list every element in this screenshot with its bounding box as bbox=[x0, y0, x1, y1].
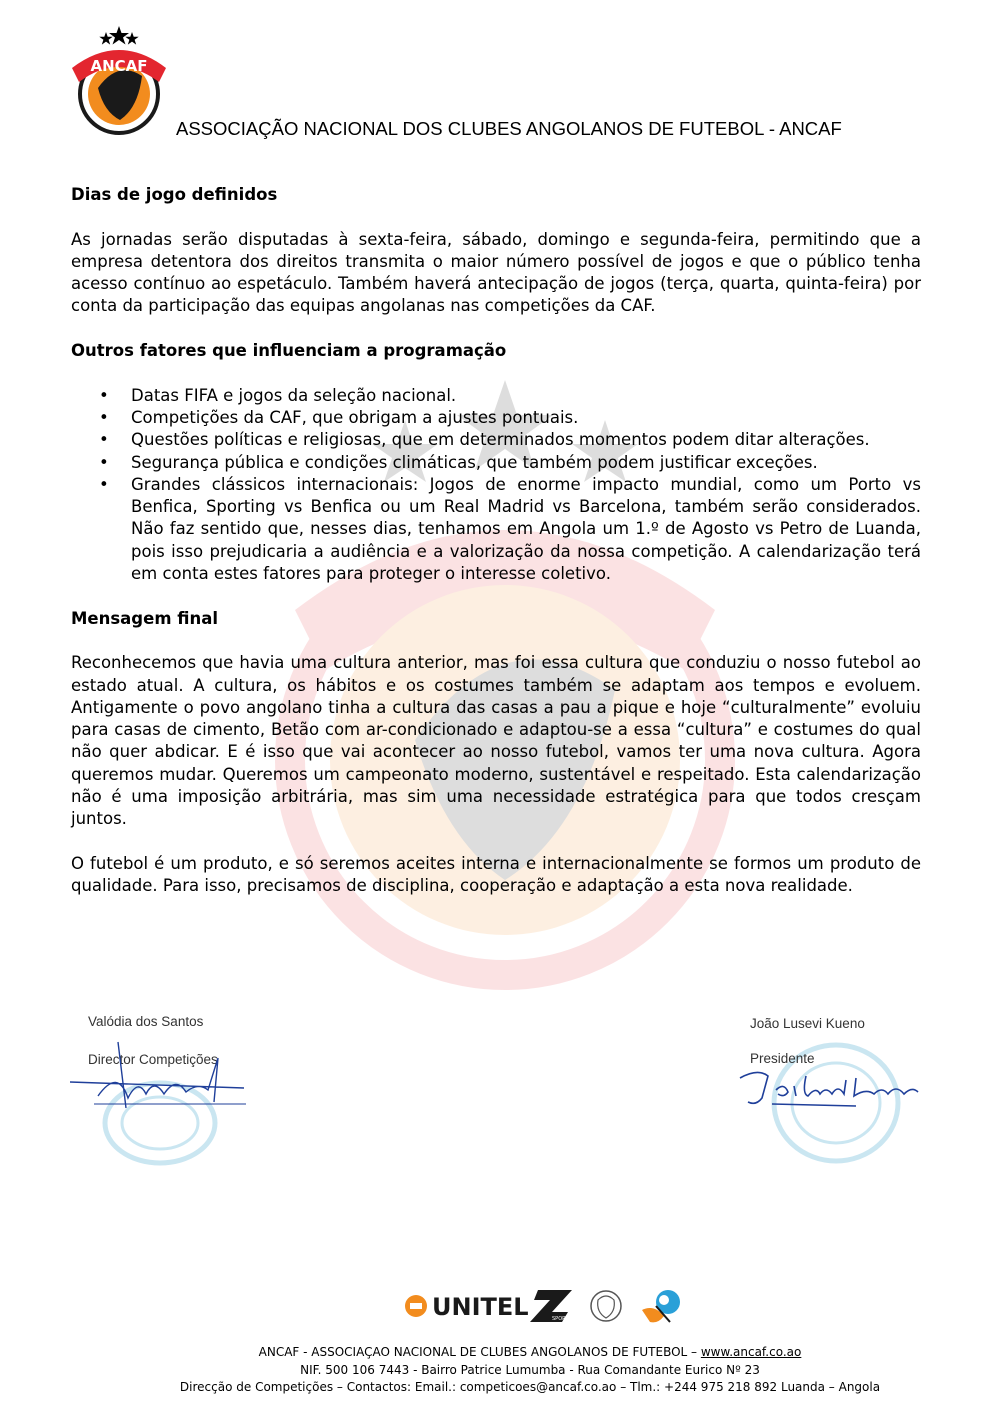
page-footer bbox=[100, 1344, 960, 1397]
handwritten-signature-left bbox=[68, 1038, 248, 1118]
bullet-icon: • bbox=[99, 407, 109, 427]
unitel-logo-text: UNITEL bbox=[432, 1293, 529, 1321]
footer-line-1 bbox=[100, 1344, 960, 1362]
list-item bbox=[99, 385, 921, 407]
footer-org-name: ANCAF - ASSOCIAÇAO NACIONAL DE CLUBES ANGOLANOS DE FUTEBOL – bbox=[258, 1345, 701, 1359]
list-item bbox=[99, 452, 921, 474]
list-item-text: Grandes clássicos internacionais: Jogos de enorme impacto mundial, como um Porto vs Benfica, Sporting vs Benfica ou um Real Madrid vs Barcelona, também serão considerados. Não faz sentido que, nesses dias, tenhamos em Angola um 1.º de Agosto vs Petro de Luanda, pois isso prejudicaria a audiência e a valorização da nossa competição. A calendarização terá em conta estes fatores para proteger o interesse coletivo. bbox=[131, 474, 921, 584]
footer-contacts: Direcção de Competições – Contactos: Email.: competicoes@ancaf.co.ao – Tlm.: +244 975 218 892 Luanda – Angola bbox=[179, 1380, 881, 1394]
list-item bbox=[99, 407, 921, 429]
right-signatory-role: Presidente bbox=[750, 1051, 815, 1066]
left-signatory-name: Valódia dos Santos bbox=[88, 1014, 204, 1029]
factors-list bbox=[71, 385, 921, 586]
list-item-text: Competições da CAF, que obrigam a ajustes pontuais. bbox=[131, 407, 579, 427]
document-body bbox=[71, 184, 921, 898]
logo-text: ANCAF bbox=[90, 57, 148, 75]
zap-sports-label: SPORTS bbox=[552, 1316, 572, 1322]
bullet-icon: • bbox=[99, 430, 109, 450]
bullet-icon: • bbox=[99, 474, 109, 494]
section-heading-other-factors: Outros fatores que influenciam a programação bbox=[71, 341, 507, 361]
paragraph-final-message-2: O futebol é um produto, e só seremos aceites interna e internacionalmente se formos um produto de qualidade. Para isso, precisamos de disciplina, cooperação e adaptação a esta nova realidade. bbox=[71, 853, 921, 896]
bullet-icon: • bbox=[99, 452, 109, 472]
footer-address: NIF. 500 106 7443 - Bairro Patrice Lumumba - Rua Comandante Eurico Nº 23 bbox=[300, 1362, 760, 1377]
right-signatory-name: João Lusevi Kueno bbox=[750, 1016, 865, 1031]
list-item bbox=[99, 474, 921, 585]
sponsors-logos bbox=[402, 1286, 692, 1326]
signature-block-left bbox=[60, 1008, 250, 1168]
list-item-text: Datas FIFA e jogos da seleção nacional. bbox=[131, 385, 457, 405]
paragraph-final-message-1: Reconhecemos que havia uma cultura anterior, mas foi essa cultura que conduziu o nosso futebol ao estado atual. A cultura, os hábitos e os costumes também se adaptam aos tempos e evoluem. Antigamente o povo angolano tinha a cultura das casas a pau a pique e hoje “culturalmente” evoluiu para casas de cimento, Betão com ar-condicionado e adaptou-se a essa “cultura” e costumes do qual não quer abdicar. E é isso que vai acontecer ao nosso futebol, vamos ter uma nova cultura. Agora queremos mudar. Queremos um campeonato moderno, sustentável e respeitado. Esta calendarização não é uma imposição arbitrária, mas sim uma necessidade estratégica para que todos cresçam juntos. bbox=[71, 653, 921, 829]
sports-ministry-logo-icon bbox=[642, 1290, 680, 1322]
section-heading-game-days: Dias de jogo definidos bbox=[71, 185, 278, 204]
list-item-text: Segurança pública e condições climáticas, que também podem justificar exceções. bbox=[131, 452, 818, 472]
list-item bbox=[99, 429, 921, 451]
list-item-text: Questões políticas e religiosas, que em determinados momentos podem ditar alterações. bbox=[131, 430, 870, 450]
federation-emblem-icon bbox=[591, 1291, 621, 1321]
ancaf-logo bbox=[68, 24, 170, 136]
section-heading-final-message: Mensagem final bbox=[71, 608, 219, 628]
website-link[interactable]: www.ancaf.co.ao bbox=[700, 1345, 802, 1359]
signature-block-right bbox=[736, 1008, 936, 1168]
handwritten-signature-right bbox=[736, 1066, 936, 1112]
left-signatory-role: Director Competições bbox=[88, 1052, 218, 1067]
organization-title: ASSOCIAÇÃO NACIONAL DOS CLUBES ANGOLANOS DE FUTEBOL - ANCAF bbox=[176, 118, 842, 139]
paragraph-game-days: As jornadas serão disputadas à sexta-feira, sábado, domingo e segunda-feira, permitindo que a empresa detentora dos direitos transmita o maior número possível de jogos e que o público tenha acesso contínuo ao espetáculo. Também haverá antecipação de jogos (terça, quarta, quinta-feira) por conta da participação das equipas angolanas nas competições da CAF. bbox=[71, 229, 921, 316]
zap-sports-logo bbox=[530, 1290, 572, 1322]
bullet-icon: • bbox=[99, 385, 109, 405]
